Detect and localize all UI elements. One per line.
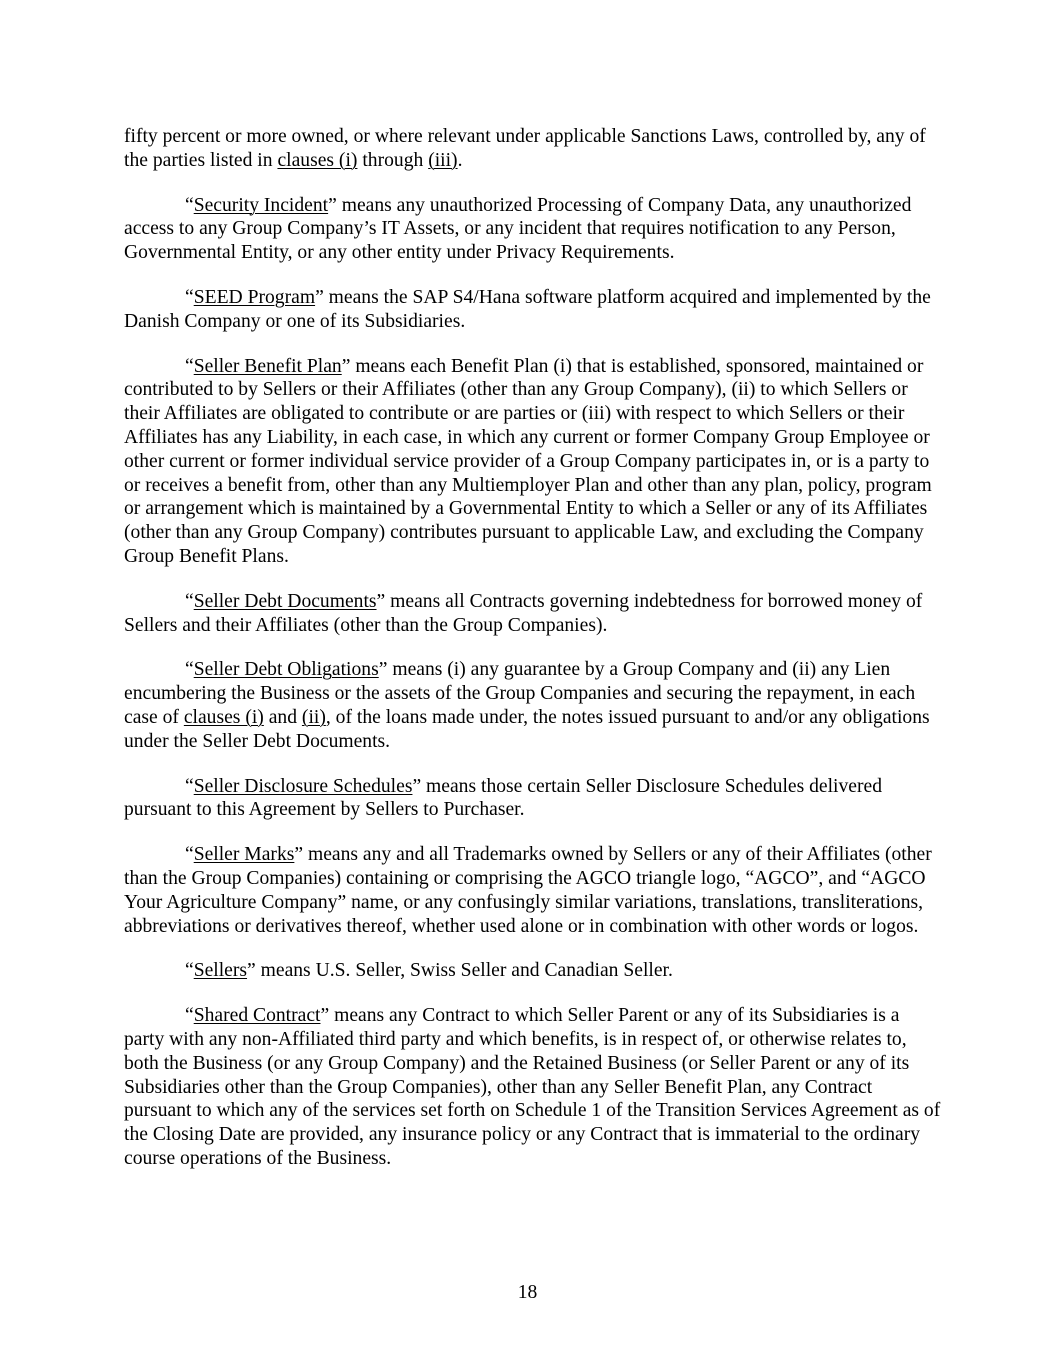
text-run: . <box>457 149 463 171</box>
definition-seed-program <box>124 286 942 334</box>
definition-text: ” means each Benefit Plan (i) that is established, sponsored, maintained or contributed to by Sellers or their Affiliates (other than any Group Company), (ii) to which Sellers or their Affiliates are obligated to contribute or are parties or (iii) with respect to which Sellers or their Affiliates has any Liability, in each case, in which any current or former Company Group Employee or other current or former individual service provider of a Group Company participates in, or is a party to or receives a benefit from, other than any Multiemployer Plan and other than any plan, policy, program or arrangement which is maintained by a Governmental Entity to which a Seller or any of its Affiliates (other than any Group Company) contributes pursuant to applicable Law, and excluding the Company Group Benefit Plans. <box>124 355 932 567</box>
definition-text: ” means any and all Trademarks owned by Sellers or any of their Affiliates (other than the Group Companies) containing or comprising the AGCO triangle logo, “AGCO”, and “AGCO Your Agriculture Company” name, or any confusingly similar variations, translations, transliterations, abbreviations or derivatives thereof, whether used alone or in combination with other words or logos. <box>124 844 932 937</box>
text-run: through <box>357 149 429 171</box>
continuation-paragraph <box>124 125 942 173</box>
definition-text: ” means those certain Seller Disclosure Schedules delivered pursuant to this Agreement by Sellers to Purchaser. <box>124 775 882 821</box>
definition-text: ” means U.S. Seller, Swiss Seller and Canadian Seller. <box>247 960 673 982</box>
cross-reference: (ii) <box>301 706 326 728</box>
definition-text: ” means all Contracts governing indebtedness for borrowed money of Sellers and their Affiliates (other than the Group Companies). <box>124 590 923 636</box>
defined-term: Sellers <box>193 960 248 982</box>
definition-seller-debt-obligations <box>124 658 942 753</box>
definition-text: ” means any unauthorized Processing of Company Data, any unauthorized access to any Group Company’s IT Assets, or any incident that requires notification to any Person, Governmental Entity, or any other entity under Privacy Requirements. <box>124 194 912 264</box>
page-number: 18 <box>517 1282 538 1303</box>
definition-security-incident <box>124 194 942 265</box>
defined-term: SEED Program <box>193 286 316 308</box>
definition-seller-benefit-plan <box>124 355 942 569</box>
defined-term: Seller Benefit Plan <box>193 355 342 377</box>
definition-seller-debt-documents <box>124 590 942 638</box>
defined-term: Seller Debt Obligations <box>193 659 379 681</box>
defined-term: Shared Contract <box>193 1005 321 1027</box>
open-quote: “ <box>185 775 194 797</box>
open-quote: “ <box>185 286 194 308</box>
cross-reference: clauses (i) <box>277 149 358 171</box>
document-body <box>124 125 942 1192</box>
definition-text: and <box>263 706 302 728</box>
definition-shared-contract <box>124 1004 942 1171</box>
defined-term: Seller Disclosure Schedules <box>193 775 413 797</box>
open-quote: “ <box>185 960 194 982</box>
definition-text: ” means any Contract to which Seller Parent or any of its Subsidiaries is a party with any non-Affiliated third party and which benefits, is in respect of, or otherwise relates to, both the Business (or any Group Company) and the Retained Business (or Seller Parent or any of its Subsidiaries other than the Group Companies), other than any Seller Benefit Plan, any Contract pursuant to which any of the services set forth on Schedule 1 of the Transition Services Agreement as of the Closing Date are provided, any insurance policy or any Contract that is immaterial to the ordinary course operations of the Business. <box>124 1005 941 1169</box>
open-quote: “ <box>185 355 194 377</box>
open-quote: “ <box>185 590 194 612</box>
definition-text: ” means (i) any guarantee by a Group Company and (ii) any Lien encumbering the Business or the assets of the Group Companies and securing the repayment, in each case of <box>124 659 916 728</box>
cross-reference: clauses (i) <box>183 706 264 728</box>
defined-term: Security Incident <box>193 194 329 216</box>
definition-text: ” means the SAP S4/Hana software platform acquired and implemented by the Danish Company or one of its Subsidiaries. <box>124 286 931 332</box>
open-quote: “ <box>185 844 194 866</box>
definition-seller-disclosure-schedules <box>124 775 942 823</box>
cross-reference: (iii) <box>428 149 458 171</box>
defined-term: Seller Debt Documents <box>193 590 377 612</box>
text-run: fifty percent or more owned, or where relevant under applicable Sanctions Laws, controlled by, any of the parties listed in <box>124 126 926 171</box>
defined-term: Seller Marks <box>193 844 295 866</box>
definition-text: , of the loans made under, the notes issued pursuant to and/or any obligations under the Seller Debt Documents. <box>124 706 930 752</box>
open-quote: “ <box>185 194 194 216</box>
open-quote: “ <box>185 1005 194 1027</box>
definition-sellers <box>124 959 942 983</box>
definition-seller-marks <box>124 843 942 938</box>
open-quote: “ <box>185 659 194 681</box>
